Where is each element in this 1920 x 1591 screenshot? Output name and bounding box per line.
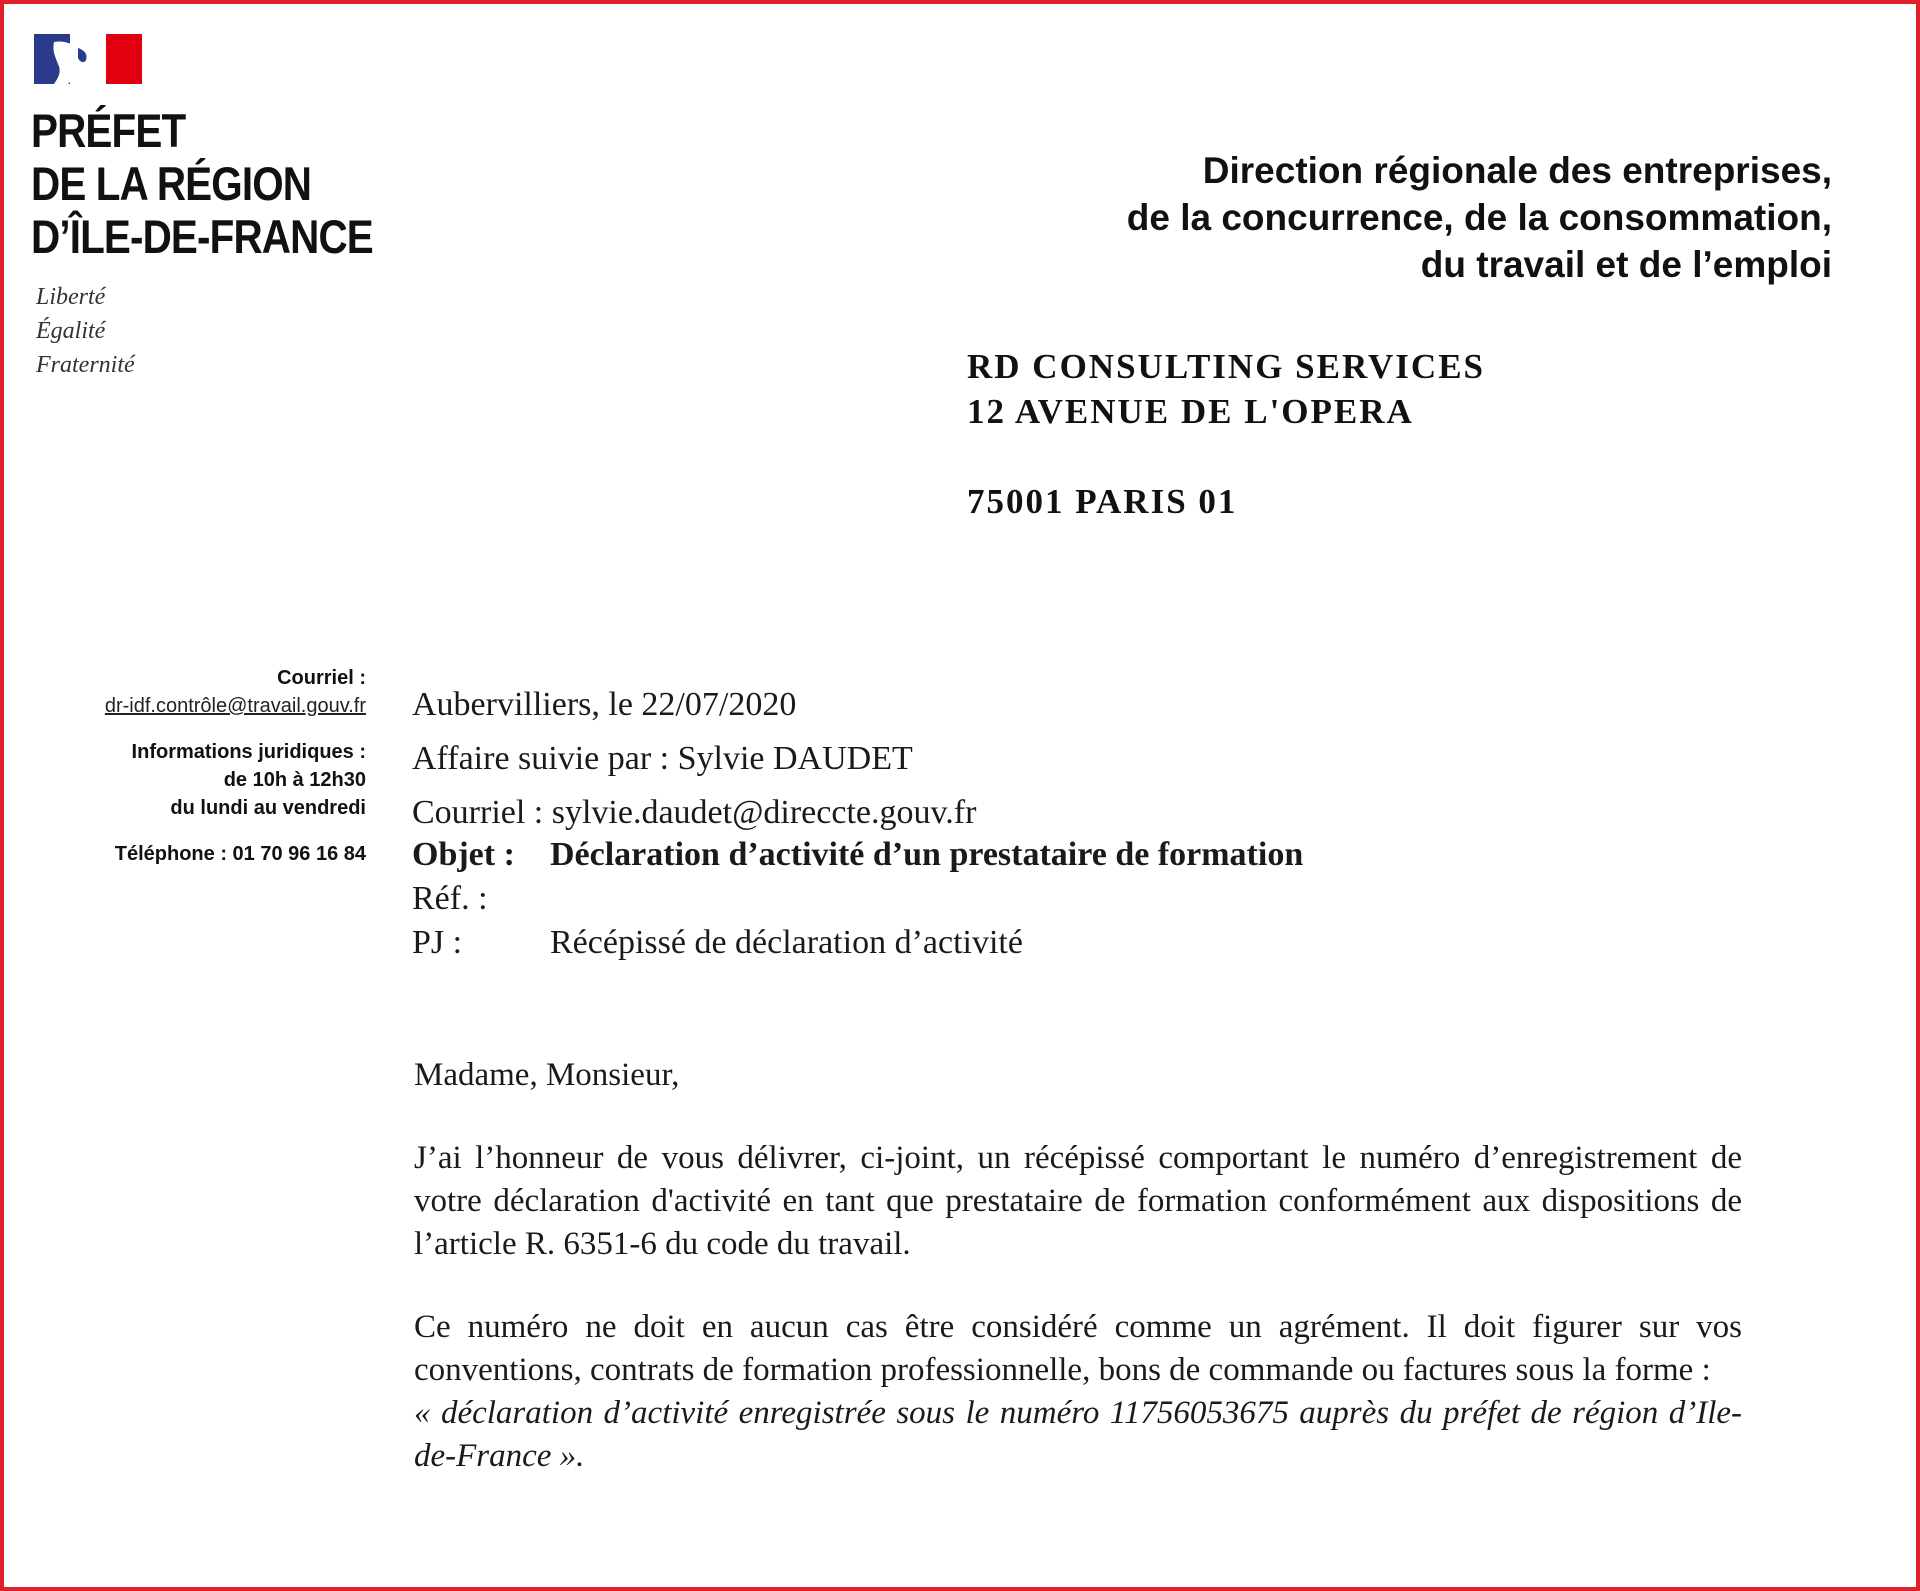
recipient-address — [967, 344, 1767, 524]
marianne-flag-icon — [34, 34, 142, 84]
ref-label: Réf. : — [412, 880, 488, 917]
sidebar-info-days: du lundi au vendredi — [170, 797, 366, 819]
registration-quote: « déclaration d’activité enregistrée sous le numéro 11756053675 auprès du préfet de région d’Ile-de-France ». — [414, 1395, 1742, 1474]
objet-row — [412, 834, 1812, 876]
direction-line-3: du travail et de l’emploi — [1420, 244, 1832, 285]
direction-title — [832, 147, 1832, 288]
contact-email: Courriel : sylvie.daudet@direccte.gouv.fr — [412, 794, 977, 831]
sidebar-email-link[interactable]: dr-idf.contrôle@travail.gouv.fr — [104, 695, 366, 717]
recipient-name: RD CONSULTING SERVICES — [967, 347, 1486, 386]
objet-value: Déclaration d’activité d’un prestataire de formation — [550, 836, 1304, 873]
prefet-line-2: DE LA RÉGION — [31, 157, 312, 210]
direction-line-2: de la concurrence, de la consommation, — [1126, 197, 1832, 238]
letter-body — [414, 1054, 1742, 1478]
pj-label: PJ : — [412, 924, 463, 961]
paragraph-1: J’ai l’honneur de vous délivrer, ci-joint, un récépissé comportant le numéro d’enregistrement de votre déclaration d'activité en tant que prestataire de formation conformément aux dispositions de l’article R. 6351-6 du code du travail. — [414, 1140, 1742, 1262]
sidebar-courriel-label: Courriel : — [277, 667, 366, 689]
prefet-line-1: PRÉFET — [31, 104, 186, 157]
letter-meta — [412, 684, 1812, 964]
pj-row — [412, 922, 1812, 964]
paragraph-2: Ce numéro ne doit en aucun cas être considéré comme un agrément. Il doit figurer sur vos conventions, contrats de formation professionnelle, bons de commande ou factures sous la forme : — [414, 1309, 1742, 1388]
ref-row — [412, 878, 1812, 920]
pj-value: Récépissé de déclaration d’activité — [550, 924, 1023, 961]
prefet-line-3: D’ÎLE-DE-FRANCE — [31, 210, 373, 263]
motto-egalite: Égalité — [36, 318, 106, 344]
recipient-city: 75001 PARIS 01 — [967, 482, 1238, 521]
sidebar-telephone: Téléphone : 01 70 96 16 84 — [114, 843, 366, 865]
objet-label: Objet : — [412, 836, 515, 873]
place-date: Aubervilliers, le 22/07/2020 — [412, 686, 797, 723]
motto-fraternite: Fraternité — [36, 352, 135, 378]
republic-motto — [36, 280, 236, 382]
sidebar-info-label: Informations juridiques : — [131, 741, 366, 763]
prefet-title — [31, 104, 392, 263]
contact-sidebar — [24, 664, 366, 868]
motto-liberte: Liberté — [36, 284, 106, 310]
followed-by: Affaire suivie par : Sylvie DAUDET — [412, 740, 913, 777]
direction-line-1: Direction régionale des entreprises, — [1202, 150, 1832, 191]
recipient-street: 12 AVENUE DE L'OPERA — [967, 392, 1414, 431]
salutation: Madame, Monsieur, — [414, 1057, 680, 1093]
sidebar-info-hours: de 10h à 12h30 — [223, 769, 366, 791]
